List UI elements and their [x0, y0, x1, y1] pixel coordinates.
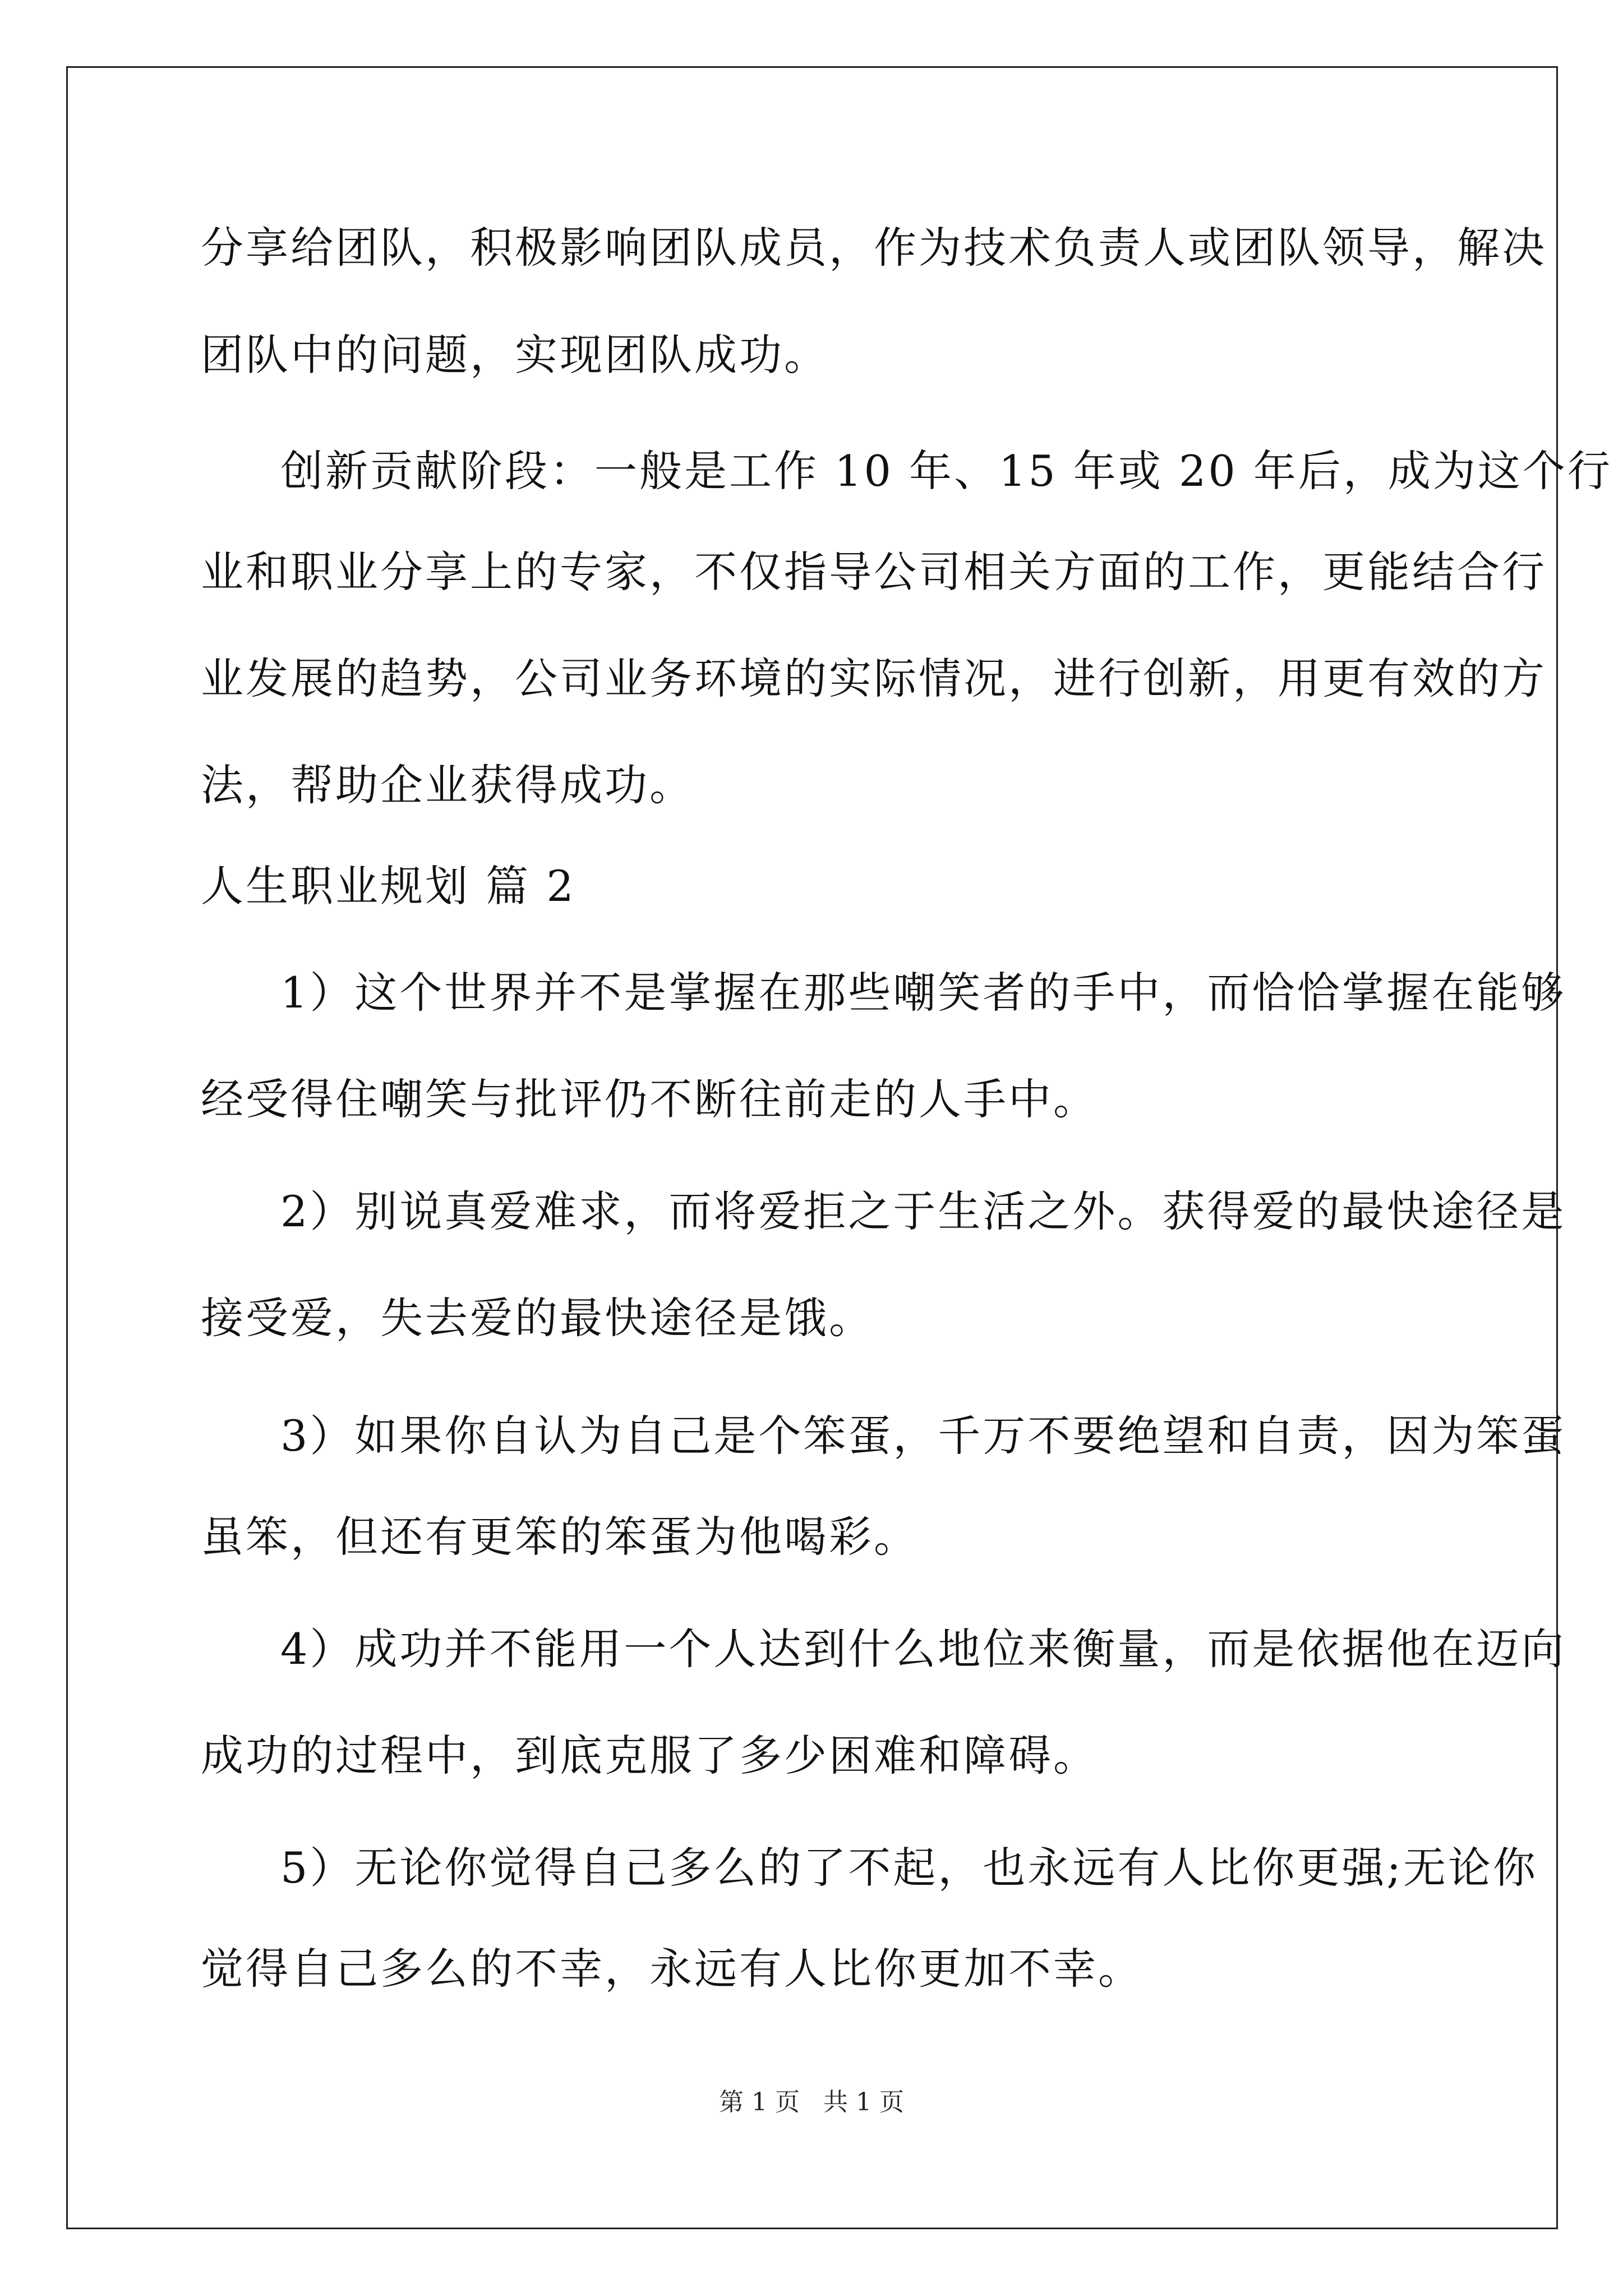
paragraph-line: 虽笨，但还有更笨的笨蛋为他喝彩。 [201, 1512, 919, 1562]
paragraph-line: 创新贡献阶段：一般是工作 10 年、15 年或 20 年后，成为这个行 [280, 446, 1612, 496]
paragraph-line: 经受得住嘲笑与批评仍不断往前走的人手中。 [201, 1074, 1098, 1124]
paragraph-line: 觉得自己多么的不幸，永远有人比你更加不幸。 [201, 1944, 1143, 1994]
paragraph-line: 2）别说真爱难求，而将爱拒之于生活之外。获得爱的最快途径是 [280, 1186, 1566, 1236]
paragraph-line: 5）无论你觉得自己多么的了不起，也永远有人比你更强;无论你 [280, 1843, 1538, 1893]
page-footer [0, 2086, 1623, 2119]
paragraph-line: 团队中的问题，实现团队成功。 [201, 330, 829, 380]
paragraph-line: 分享给团队，积极影响团队成员，作为技术负责人或团队领导，解决 [201, 223, 1547, 273]
page-total: 共 1 页 [823, 2088, 904, 2116]
section-heading: 人生职业规划 篇 2 [201, 861, 576, 911]
paragraph-line: 接受爱，失去爱的最快途径是饿。 [201, 1293, 874, 1343]
paragraph-line: 4）成功并不能用一个人达到什么地位来衡量，而是依据他在迈向 [280, 1624, 1566, 1674]
paragraph-line: 成功的过程中，到底克服了多少困难和障碍。 [201, 1731, 1098, 1780]
paragraph-line: 业和职业分享上的专家，不仅指导公司相关方面的工作，更能结合行 [201, 547, 1547, 597]
page-number: 第 1 页 [719, 2088, 800, 2116]
page-border [66, 66, 1612, 2229]
paragraph-line: 业发展的趋势，公司业务环境的实际情况，进行创新，用更有效的方 [201, 654, 1547, 703]
paragraph-line: 3）如果你自认为自己是个笨蛋，千万不要绝望和自责，因为笨蛋 [280, 1411, 1566, 1461]
paragraph-line: 法，帮助企业获得成功。 [201, 760, 694, 810]
paragraph-line: 1）这个世界并不是掌握在那些嘲笑者的手中，而恰恰掌握在能够 [280, 968, 1566, 1018]
